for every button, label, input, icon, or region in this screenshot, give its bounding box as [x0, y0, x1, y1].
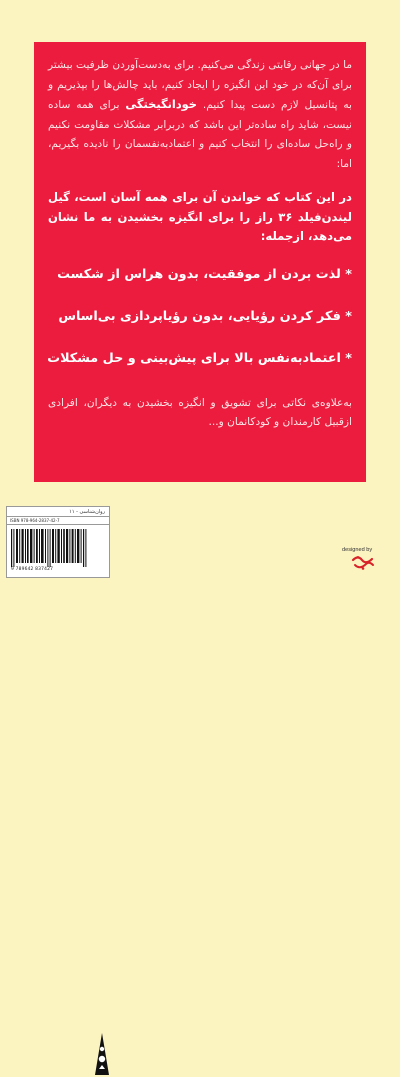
- subject-label: روان‌شناسی - ۱۱: [7, 507, 109, 517]
- intro-paragraph: [48, 56, 352, 174]
- intro-bold-word: خودانگیختگی: [125, 97, 198, 111]
- intro-text-continued: برای همه ساده نیست، شاید راه ساده‌تر این باشد که دربرابر مشکلات مقاومت نکنیم و راه‌حل ساده‌ای را انتخاب کنیم و اعتمادبه‌نفسمان را نادیده بگیریم، اما:: [48, 99, 352, 170]
- bullet-item: * فکر کردن رؤیایی، بدون رؤیاپردازی بی‌اساس: [58, 308, 352, 324]
- isbn-label: ISBN 978-964-2837-42-7: [7, 517, 109, 525]
- barcode-box: [6, 506, 110, 578]
- publisher-logo-icon: [93, 1029, 111, 1077]
- closing-paragraph: به‌علاوه‌ی نکاتی برای تشویق و انگیزه بخشیدن به دیگران، افرادی ازقبیل کارمندان و کودکانمان و...: [48, 396, 352, 428]
- designed-by-label: designed by: [342, 547, 373, 553]
- intro-text: ما در جهانی رقابتی زندگی می‌کنیم. برای به‌دست‌آوردن ظرفیت بیشتر برای آن‌که در خود این انگیزه را ایجاد کنیم، باید چالش‌ها را بپذیریم و به پتانسیل لازم دست پیدا کنیم.: [48, 59, 352, 111]
- barcode-icon: [11, 529, 87, 567]
- designer-logo-icon: [350, 554, 376, 572]
- bullet-item: * اعتمادبه‌نفس بالا برای پیش‌بینی و حل مشکلات: [47, 350, 352, 366]
- barcode-number: 9 789642 837427: [11, 567, 54, 572]
- bullet-item: * لذت بردن از موفقیت، بدون هراس از شکست: [57, 266, 352, 282]
- back-cover-text-panel: [34, 42, 366, 482]
- lead-paragraph: در این کتاب که خواندن آن برای همه آسان است، گیل لیندن‌فیلد ۳۶ راز را برای انگیزه بخشیدن به ما نشان می‌دهد، ازجمله:: [48, 190, 352, 243]
